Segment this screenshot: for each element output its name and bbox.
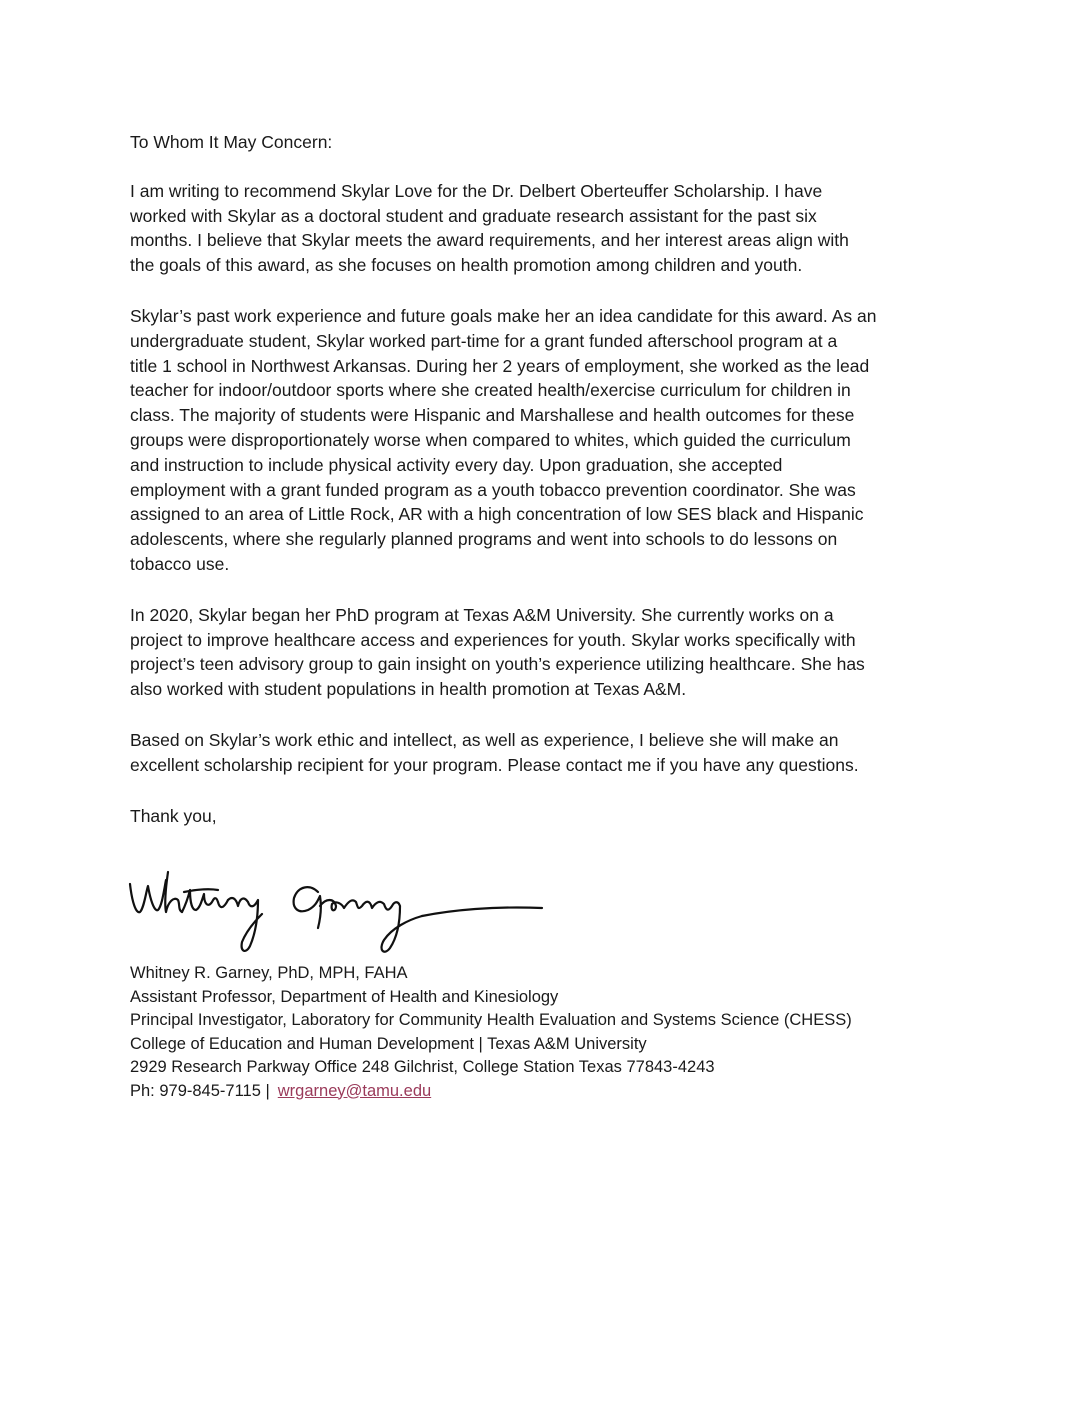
paragraph-experience: Skylar’s past work experience and future goals make her an idea candidate for this award. As an undergraduate student, Skylar worked part-time for a grant funded afterschool program at a title 1 school in Northwest Arkansas. During her 2 years of employment, she worked as the lead teacher for indoor/outdoor sports where she created health/exercise curriculum for children in class. The majority of students were Hispanic and Marshallese and health outcomes for these groups were disproportionately worse when compared to whites, which guided the curriculum and instruction to include physical activity every day. Upon graduation, she accepted employment with a grant funded program as a youth tobacco prevention coordinator. She was assigned to an area of Little Rock, AR with a high concentration of low SES black and Hispanic adolescents, where she regularly planned programs and went into schools to do lessons on tobacco use.: [130, 305, 877, 574]
signer-name: Whitney R. Garney, PhD, MPH, FAHA: [130, 964, 408, 982]
paragraph-recommendation: I am writing to recommend Skylar Love for the Dr. Delbert Oberteuffer Scholarship. I have worked with Skylar as a doctoral student and graduate research assistant for the past six months. I believe that Skylar meets the award requirements, and her interest areas align with the goals of this award, as she focuses on health promotion among children and youth.: [130, 180, 849, 276]
paragraph-phd-program: In 2020, Skylar began her PhD program at Texas A&M University. She currently works on a project to improve healthcare access and experiences for youth. Skylar works specifically with project’s teen advisory group to gain insight on youth’s experience utilizing healthcare. She has also worked with student populations in health promotion at Texas A&M.: [130, 604, 865, 700]
salutation: To Whom It May Concern:: [130, 132, 333, 152]
signer-phone: Ph: 979-845-7115 |: [130, 1081, 270, 1100]
signer-college: College of Education and Human Development | Texas A&M University: [130, 1034, 647, 1053]
handwritten-signature: [122, 862, 552, 962]
signature-block: [130, 962, 990, 1103]
signer-title: Assistant Professor, Department of Health and Kinesiology: [130, 987, 559, 1006]
signer-address: 2929 Research Parkway Office 248 Gilchrist, College Station Texas 77843-4243: [130, 1058, 715, 1076]
signer-pi-role: Principal Investigator, Laboratory for Community Health Evaluation and Systems Science (CHESS): [130, 1011, 852, 1029]
contact-line: [130, 1080, 990, 1104]
email-link[interactable]: wrgarney@tamu.edu: [277, 1081, 432, 1100]
letter-body: [130, 130, 960, 828]
paragraph-conclusion: Based on Skylar’s work ethic and intellect, as well as experience, I believe she will make an excellent scholarship recipient for your program. Please contact me if you have any questions.: [130, 729, 859, 775]
closing: Thank you,: [130, 805, 217, 826]
